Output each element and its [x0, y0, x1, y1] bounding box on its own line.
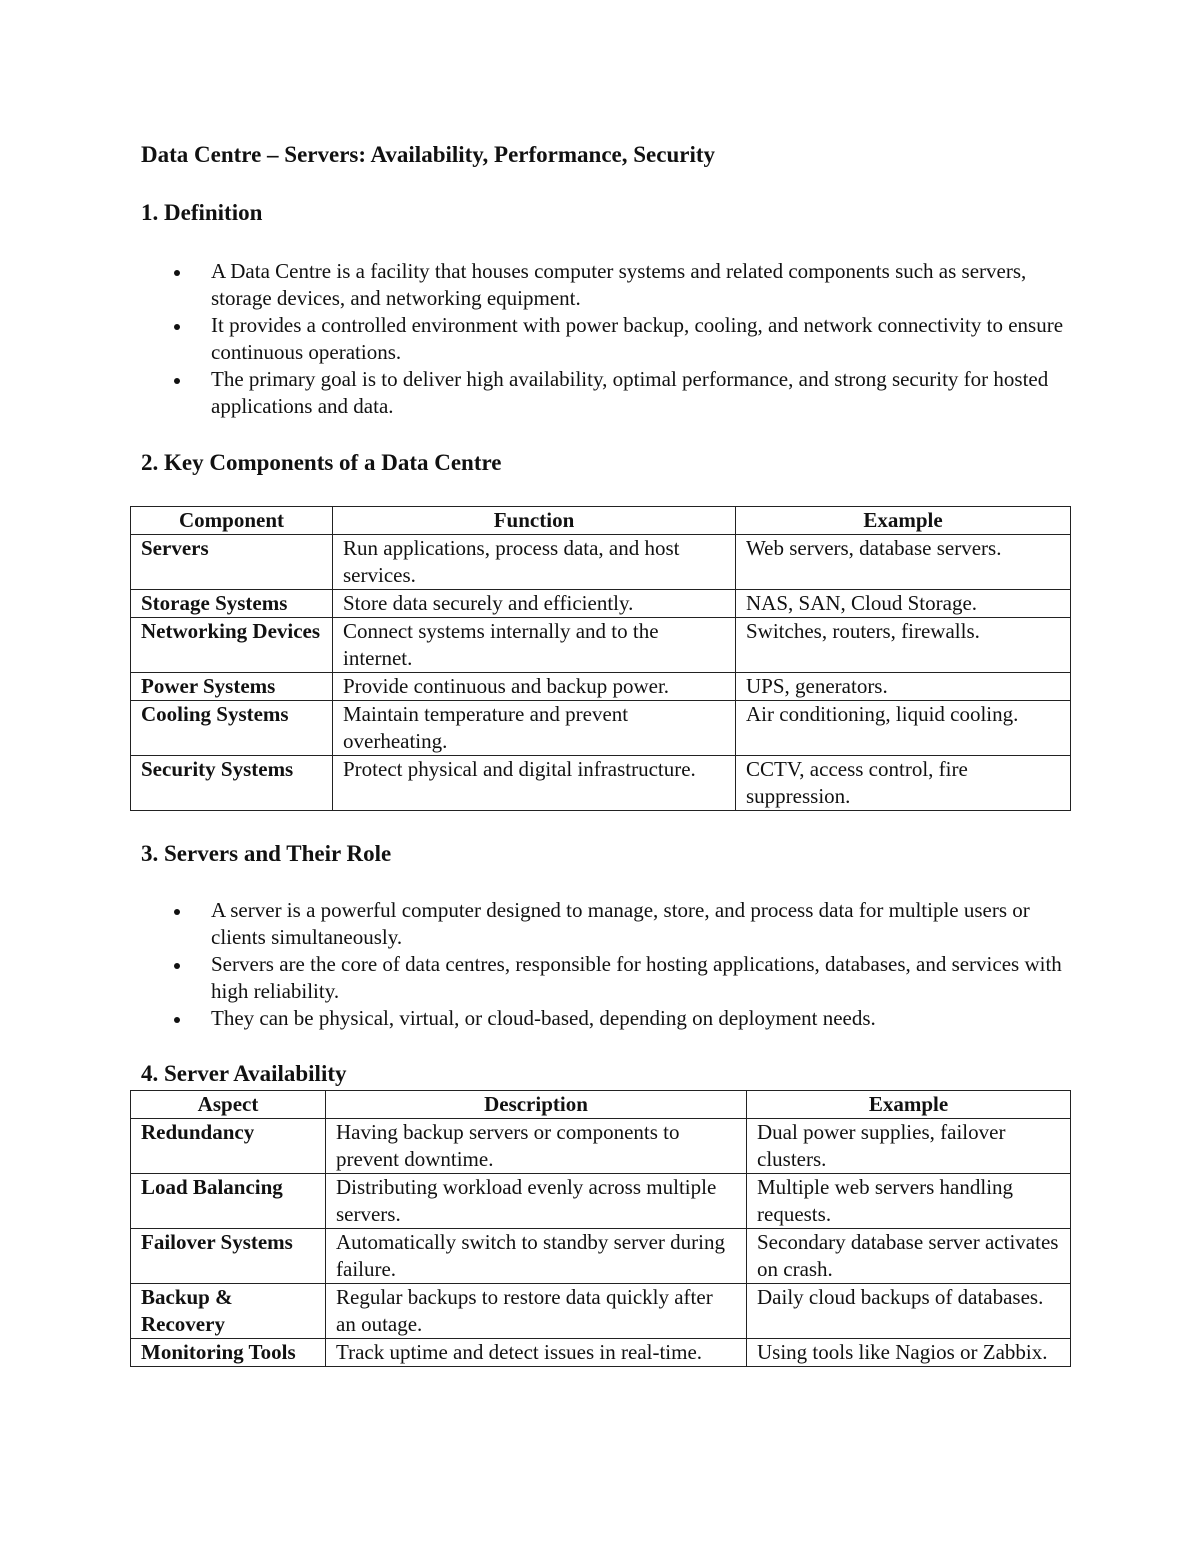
- availability-heading: 4. Server Availability: [141, 1061, 347, 1086]
- table-row: [131, 673, 1071, 701]
- list-item: [141, 258, 1071, 312]
- table-cell: Dual power supplies, failover clusters.: [747, 1119, 1071, 1174]
- definition-heading: 1. Definition: [141, 200, 263, 225]
- list-item: [141, 951, 1071, 1005]
- table-row: [131, 618, 1071, 673]
- table-cell: Servers: [131, 535, 333, 590]
- table-cell: Storage Systems: [131, 590, 333, 618]
- table-cell: Having backup servers or components to prevent downtime.: [326, 1119, 747, 1174]
- table-cell: NAS, SAN, Cloud Storage.: [736, 590, 1071, 618]
- list-item-text: A Data Centre is a facility that houses computer systems and related components such as servers, storage devices, and networking equipment.: [211, 259, 1027, 310]
- table-row: [131, 756, 1071, 811]
- list-item: [141, 366, 1071, 420]
- table-cell: Store data securely and efficiently.: [333, 590, 736, 618]
- bullet-icon: [174, 909, 180, 915]
- column-header: Function: [333, 507, 736, 535]
- table-row: [131, 590, 1071, 618]
- list-item: [141, 897, 1071, 951]
- components-heading: 2. Key Components of a Data Centre: [141, 450, 502, 475]
- table-cell: Switches, routers, firewalls.: [736, 618, 1071, 673]
- components-table: [130, 506, 1071, 811]
- table-cell: Security Systems: [131, 756, 333, 811]
- table-cell: Failover Systems: [131, 1229, 326, 1284]
- definition-list: [141, 258, 1071, 420]
- servers-heading: 3. Servers and Their Role: [141, 841, 392, 866]
- table-row: [131, 701, 1071, 756]
- table-cell: Cooling Systems: [131, 701, 333, 756]
- document-title: Data Centre – Servers: Availability, Performance, Security: [141, 142, 716, 167]
- table-cell: CCTV, access control, fire suppression.: [736, 756, 1071, 811]
- bullet-icon: [174, 324, 180, 330]
- table-cell: Connect systems internally and to the internet.: [333, 618, 736, 673]
- column-header: Example: [736, 507, 1071, 535]
- table-cell: Track uptime and detect issues in real-time.: [326, 1339, 747, 1367]
- list-item-text: A server is a powerful computer designed to manage, store, and process data for multiple users or clients simultaneously.: [211, 898, 1030, 949]
- table-header-row: [131, 507, 1071, 535]
- table-cell: Distributing workload evenly across multiple servers.: [326, 1174, 747, 1229]
- table-cell: Redundancy: [131, 1119, 326, 1174]
- servers-list: [141, 897, 1071, 1032]
- bullet-icon: [174, 1017, 180, 1023]
- table-cell: Networking Devices: [131, 618, 333, 673]
- table-cell: Air conditioning, liquid cooling.: [736, 701, 1071, 756]
- column-header: Description: [326, 1091, 747, 1119]
- list-item-text: They can be physical, virtual, or cloud-based, depending on deployment needs.: [211, 1006, 876, 1030]
- table-cell: Power Systems: [131, 673, 333, 701]
- list-item-text: It provides a controlled environment with power backup, cooling, and network connectivity to ensure continuous operations.: [211, 313, 1064, 364]
- table-header-row: [131, 1091, 1071, 1119]
- table-cell: Using tools like Nagios or Zabbix.: [747, 1339, 1071, 1367]
- availability-table: [130, 1090, 1071, 1367]
- table-cell: Load Balancing: [131, 1174, 326, 1229]
- column-header: Aspect: [131, 1091, 326, 1119]
- column-header: Component: [131, 507, 333, 535]
- table-row: [131, 1119, 1071, 1174]
- list-item-text: Servers are the core of data centres, responsible for hosting applications, databases, and services with high reliability.: [211, 952, 1062, 1003]
- table-cell: Monitoring Tools: [131, 1339, 326, 1367]
- table-cell: Automatically switch to standby server during failure.: [326, 1229, 747, 1284]
- table-cell: Regular backups to restore data quickly after an outage.: [326, 1284, 747, 1339]
- table-cell: Run applications, process data, and host services.: [333, 535, 736, 590]
- list-item: [141, 312, 1071, 366]
- table-cell: Secondary database server activates on crash.: [747, 1229, 1071, 1284]
- table-cell: Multiple web servers handling requests.: [747, 1174, 1071, 1229]
- list-item: [141, 1005, 1071, 1032]
- table-row: [131, 1339, 1071, 1367]
- table-cell: Maintain temperature and prevent overheating.: [333, 701, 736, 756]
- table-cell: Protect physical and digital infrastructure.: [333, 756, 736, 811]
- table-row: [131, 1229, 1071, 1284]
- bullet-icon: [174, 378, 180, 384]
- table-cell: Provide continuous and backup power.: [333, 673, 736, 701]
- table-cell: Daily cloud backups of databases.: [747, 1284, 1071, 1339]
- table-row: [131, 1284, 1071, 1339]
- table-cell: Web servers, database servers.: [736, 535, 1071, 590]
- table-cell: UPS, generators.: [736, 673, 1071, 701]
- table-cell: Backup & Recovery: [131, 1284, 326, 1339]
- table-row: [131, 1174, 1071, 1229]
- column-header: Example: [747, 1091, 1071, 1119]
- table-row: [131, 535, 1071, 590]
- list-item-text: The primary goal is to deliver high availability, optimal performance, and strong security for hosted applications and data.: [211, 367, 1049, 418]
- bullet-icon: [174, 270, 180, 276]
- bullet-icon: [174, 963, 180, 969]
